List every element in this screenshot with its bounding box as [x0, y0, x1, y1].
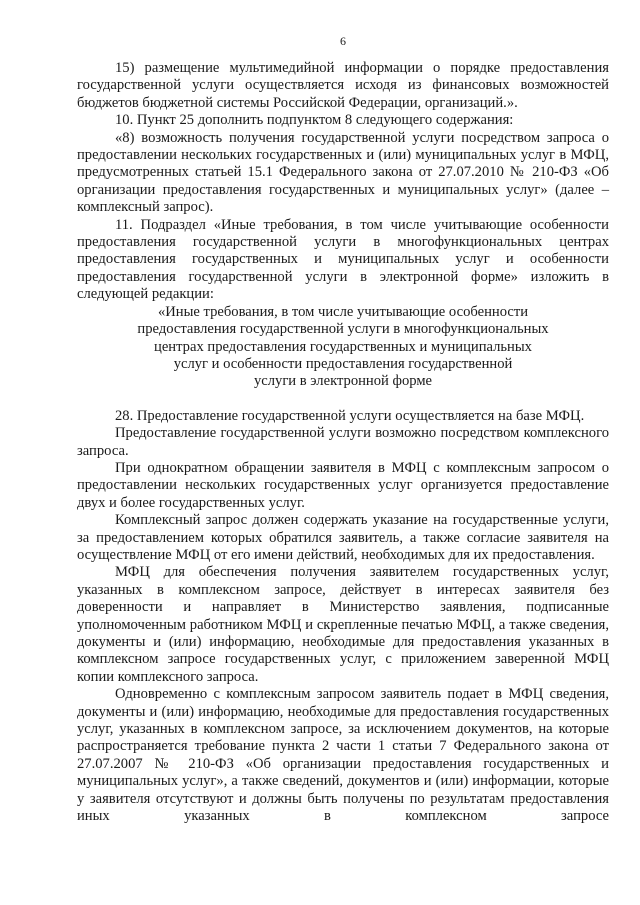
paragraph-point-10: 10. Пункт 25 дополнить подпунктом 8 следующего содержания:: [115, 112, 514, 129]
paragraph-item-15: 15) размещение мультимедийной информации о порядке предоставления государственной услуги осуществляется исходя из финансовых возможностей бюджетов бюджетной системы Российской Федерации, организаций.».: [77, 60, 609, 111]
document-page: [77, 34, 609, 825]
paragraph-documents: Одновременно с комплексным запросом заявитель подает в МФЦ сведения, документы и (или) информацию, необходимые для предоставления государственных услуг, указанных в комплексном запросе, за исключением документов, на которые распространяется требование пункта 2 части 1 статьи 7 Федерального закона от 27.07.2007 № 210-ФЗ «Об организации предоставления государственных и муниципальных услуг», а также сведений, документов и (или) информации, которые у заявителя отсутствуют и должны быть получены по результатам предоставления иных указанных в комплексном запросе: [77, 686, 609, 825]
blank-line: [77, 391, 609, 408]
section-heading: [77, 304, 609, 391]
heading-line: «Иные требования, в том числе учитывающие особенности: [157, 303, 529, 320]
heading-line: услуги в электронной форме: [253, 373, 433, 390]
paragraph-point-11: 11. Подраздел «Иные требования, в том числе учитывающие особенности предоставления государственной услуги в многофункциональных центрах предоставления государственных и муниципальных услуг и особенности предоставления государственной услуги в электронной форме» изложить в следующей редакции:: [77, 216, 609, 303]
paragraph-point-28: 28. Предоставление государственной услуги осуществляется на базе МФЦ.: [115, 407, 585, 424]
paragraph-complex-request: Предоставление государственной услуги возможно посредством комплексного запроса.: [77, 425, 609, 459]
heading-line: услуг и особенности предоставления государственной: [173, 355, 513, 372]
paragraph-subpoint-8: «8) возможность получения государственной услуги посредством запроса о предоставлении нескольких государственных и (или) муниципальных услуг в МФЦ, предусмотренных статьей 15.1 Федерального закона от 27.07.2010 № 210-ФЗ «Об организации предоставления государственных и муниципальных услуг» (далее – комплексный запрос).: [77, 129, 609, 216]
paragraph-single-appeal: При однократном обращении заявителя в МФЦ с комплексным запросом о предоставлении нескольких государственных услуг организуется предоставление двух и более государственных услуг.: [77, 459, 609, 511]
paragraph-request-content: Комплексный запрос должен содержать указание на государственные услуги, за предоставлением которых обратился заявитель, а также согласие заявителя на осуществление МФЦ от его имени действий, необходимых для их предоставления.: [77, 512, 609, 563]
page-number: 6: [340, 34, 346, 48]
heading-line: центрах предоставления государственных и муниципальных: [154, 338, 532, 355]
heading-line: предоставления государственной услуги в многофункциональных: [137, 321, 549, 338]
paragraph-mfc-actions: МФЦ для обеспечения получения заявителем государственных услуг, указанных в комплексном запросе, действует в интересах заявителя без доверенности и направляет в Министерство заявления, подписанные уполномоченным работником МФЦ и скрепленные печатью МФЦ, а также сведения, документы и (или) информацию, необходимые для предоставления указанных в комплексном запросе государственных услуг, с приложением заверенной МФЦ копии комплексного запроса.: [77, 564, 609, 685]
